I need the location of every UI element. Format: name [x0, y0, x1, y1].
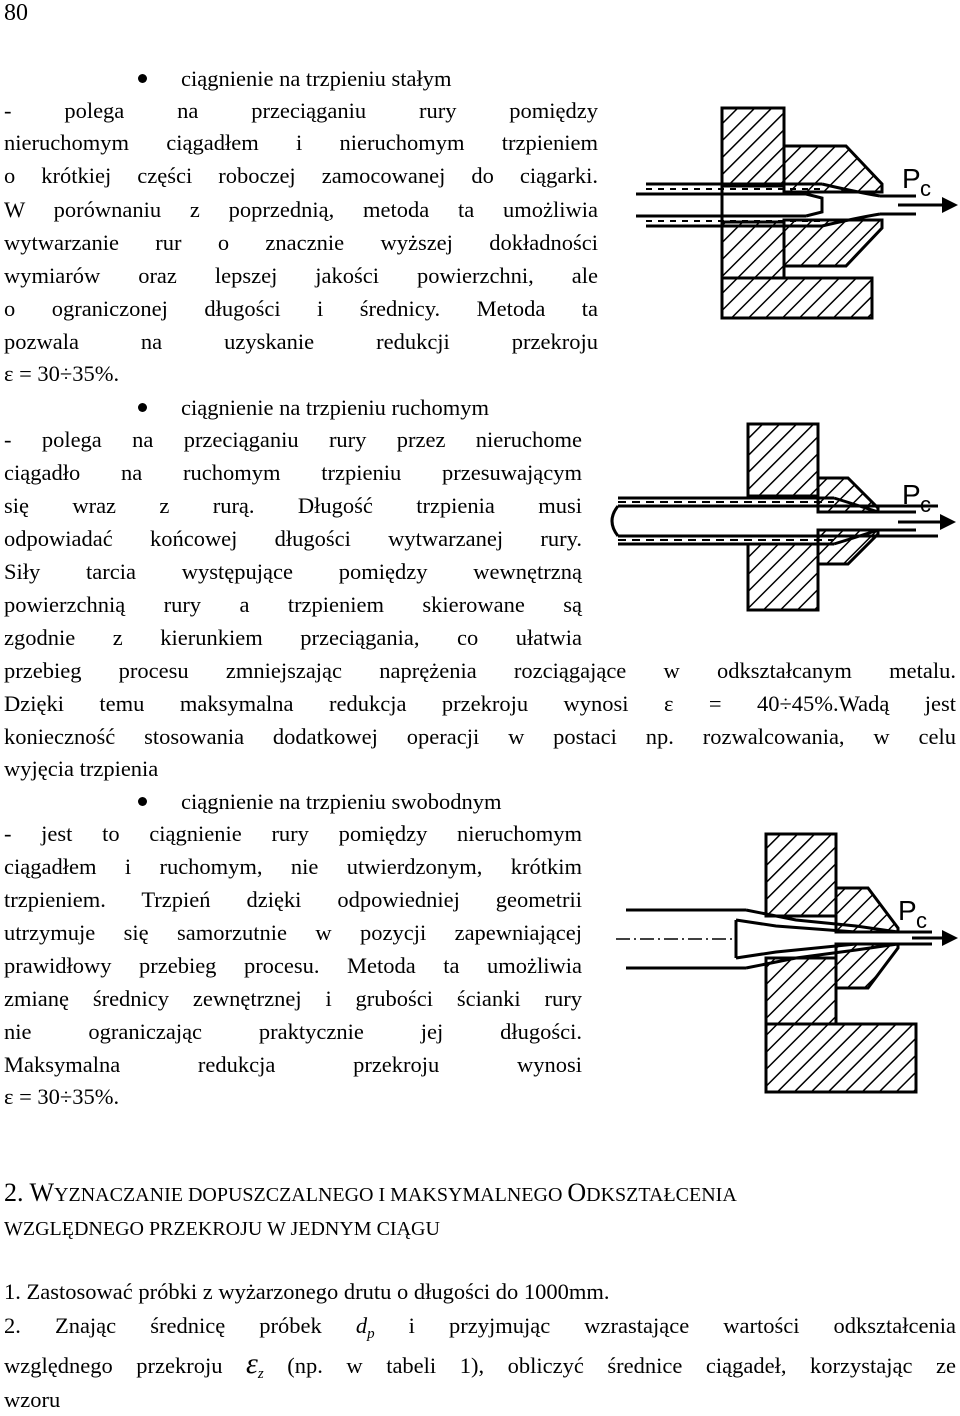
heading-initial: O: [567, 1178, 587, 1207]
text-line: o krótkiej części roboczej zamocowanej do ciągarki.: [4, 163, 598, 188]
figure-fixed-mandrel: [626, 100, 960, 325]
text-line: się wraz z rurą. Długość trzpienia musi: [4, 493, 582, 518]
text-line: wytwarzanie rur o znacznie wyższej dokładności: [4, 230, 598, 255]
text-line: trzpieniem. Trzpień dzięki odpowiedniej geometrii: [4, 887, 582, 912]
bullet-label: ciągnienie na trzpieniu stałym: [181, 66, 452, 91]
bullet-item-moving-mandrel: [138, 392, 489, 424]
heading-text: YZNACZANIE DOPUSZCZALNEGO I MAKSYMALNEGO: [54, 1184, 568, 1206]
text-line: nieruchomym ciągadłem i nieruchomym trzpieniem: [4, 130, 598, 155]
figure-moving-mandrel: [598, 418, 960, 616]
text-line: - jest to ciągnienie rury pomiędzy nieruchomym: [4, 821, 582, 846]
section-heading-line2: WZGLĘDNEGO PRZEKROJU W JEDNYM CIĄGU: [4, 1218, 440, 1240]
bullet-label: ciągnienie na trzpieniu swobodnym: [181, 789, 502, 814]
text-line: wymiarów oraz lepszej jakości powierzchni, ale: [4, 263, 598, 288]
text-line: pozwala na uzyskanie redukcji przekroju: [4, 329, 598, 354]
force-arrow-icon: [942, 197, 958, 213]
text-line: zmianę średnicy zewnętrznej i grubości ścianki rury: [4, 986, 582, 1011]
text-line: powierzchnią rury a trzpieniem skierowane są: [4, 592, 582, 617]
force-arrow-icon: [940, 514, 956, 530]
text-line: Siły tarcia występujące pomiędzy wewnętrzną: [4, 559, 582, 584]
heading-number: 2.: [4, 1178, 30, 1207]
heading-initial: W: [29, 1178, 55, 1207]
step-text: (np. w tabeli 1), obliczyć średnice ciągadeł, korzystając ze: [263, 1353, 956, 1378]
figure-floating-mandrel: [616, 828, 960, 1098]
text-line: - polega na przeciąganiu rury pomiędzy: [4, 98, 598, 123]
text-line: zgodnie z kierunkiem przeciągania, co ułatwia: [4, 625, 582, 650]
force-label: P: [902, 479, 921, 510]
text-line: konieczność stosowania dodatkowej operacji w postaci np. rozwalcowania, w celu: [4, 724, 956, 749]
text-line: prawidłowy przebieg procesu. Metoda ta umożliwia: [4, 953, 582, 978]
force-arrow-icon: [942, 930, 958, 946]
force-label-sub: c: [920, 176, 931, 201]
bullet-icon: [138, 797, 147, 806]
text-line: ε = 30÷35%.: [4, 361, 120, 386]
bullet-label: ciągnienie na trzpieniu ruchomym: [181, 395, 490, 420]
symbol-sub-z: z: [257, 1366, 264, 1382]
heading-text: DKSZTAŁCENIA: [586, 1184, 737, 1206]
force-label-sub: c: [916, 908, 927, 933]
section-heading: [4, 1176, 737, 1212]
force-label-sub: c: [920, 492, 931, 517]
text-line: ciągadło na ruchomym trzpieniu przesuwającym: [4, 460, 582, 485]
force-label: P: [898, 895, 917, 926]
step-2-line3: wzoru: [4, 1387, 61, 1412]
text-line: W porównaniu z poprzednią, metoda ta umożliwia: [4, 197, 598, 222]
bullet-item-fixed-mandrel: [138, 63, 452, 95]
text-line: nie ograniczając praktycznie jej długości.: [4, 1019, 582, 1044]
text-line: ε = 30÷35%.: [4, 1084, 120, 1109]
symbol-sub-p: p: [367, 1326, 375, 1342]
bullet-item-floating-mandrel: [138, 786, 502, 818]
bullet-icon: [138, 403, 147, 412]
force-label: P: [902, 163, 921, 194]
text-line: o ograniczonej długości i średnicy. Metoda ta: [4, 296, 598, 321]
step-2-line1: [4, 1310, 956, 1350]
text-line: odpowiadać końcowej długości wytwarzanej rury.: [4, 526, 582, 551]
text-line: utrzymuje się samorzutnie w pozycji zapewniającej: [4, 920, 582, 945]
page-number: 80: [4, 0, 28, 26]
symbol-epsilon: ε: [246, 1347, 258, 1380]
step-text: względnego przekroju: [4, 1353, 247, 1378]
step-text: i przyjmując wzrastające wartości odkształcenia: [374, 1313, 956, 1338]
symbol-d: d: [355, 1313, 368, 1338]
bullet-icon: [138, 74, 147, 83]
step-2-line2: [4, 1348, 956, 1390]
text-line: ciągadłem i ruchomym, nie utwierdzonym, krótkim: [4, 854, 582, 879]
text-line: wyjęcia trzpienia: [4, 756, 159, 781]
text-line: Dzięki temu maksymalna redukcja przekroju wynosi ε = 40÷45%.Wadą jest: [4, 691, 956, 716]
text-line: przebieg procesu zmniejszając naprężenia rozciągające w odkształcanym metalu.: [4, 658, 956, 683]
step-1: 1. Zastosować próbki z wyżarzonego drutu o długości do 1000mm.: [4, 1279, 610, 1304]
text-line: - polega na przeciąganiu rury przez nieruchome: [4, 427, 582, 452]
step-text: 2. Znając średnicę próbek: [4, 1313, 356, 1338]
text-line: Maksymalna redukcja przekroju wynosi: [4, 1052, 582, 1077]
